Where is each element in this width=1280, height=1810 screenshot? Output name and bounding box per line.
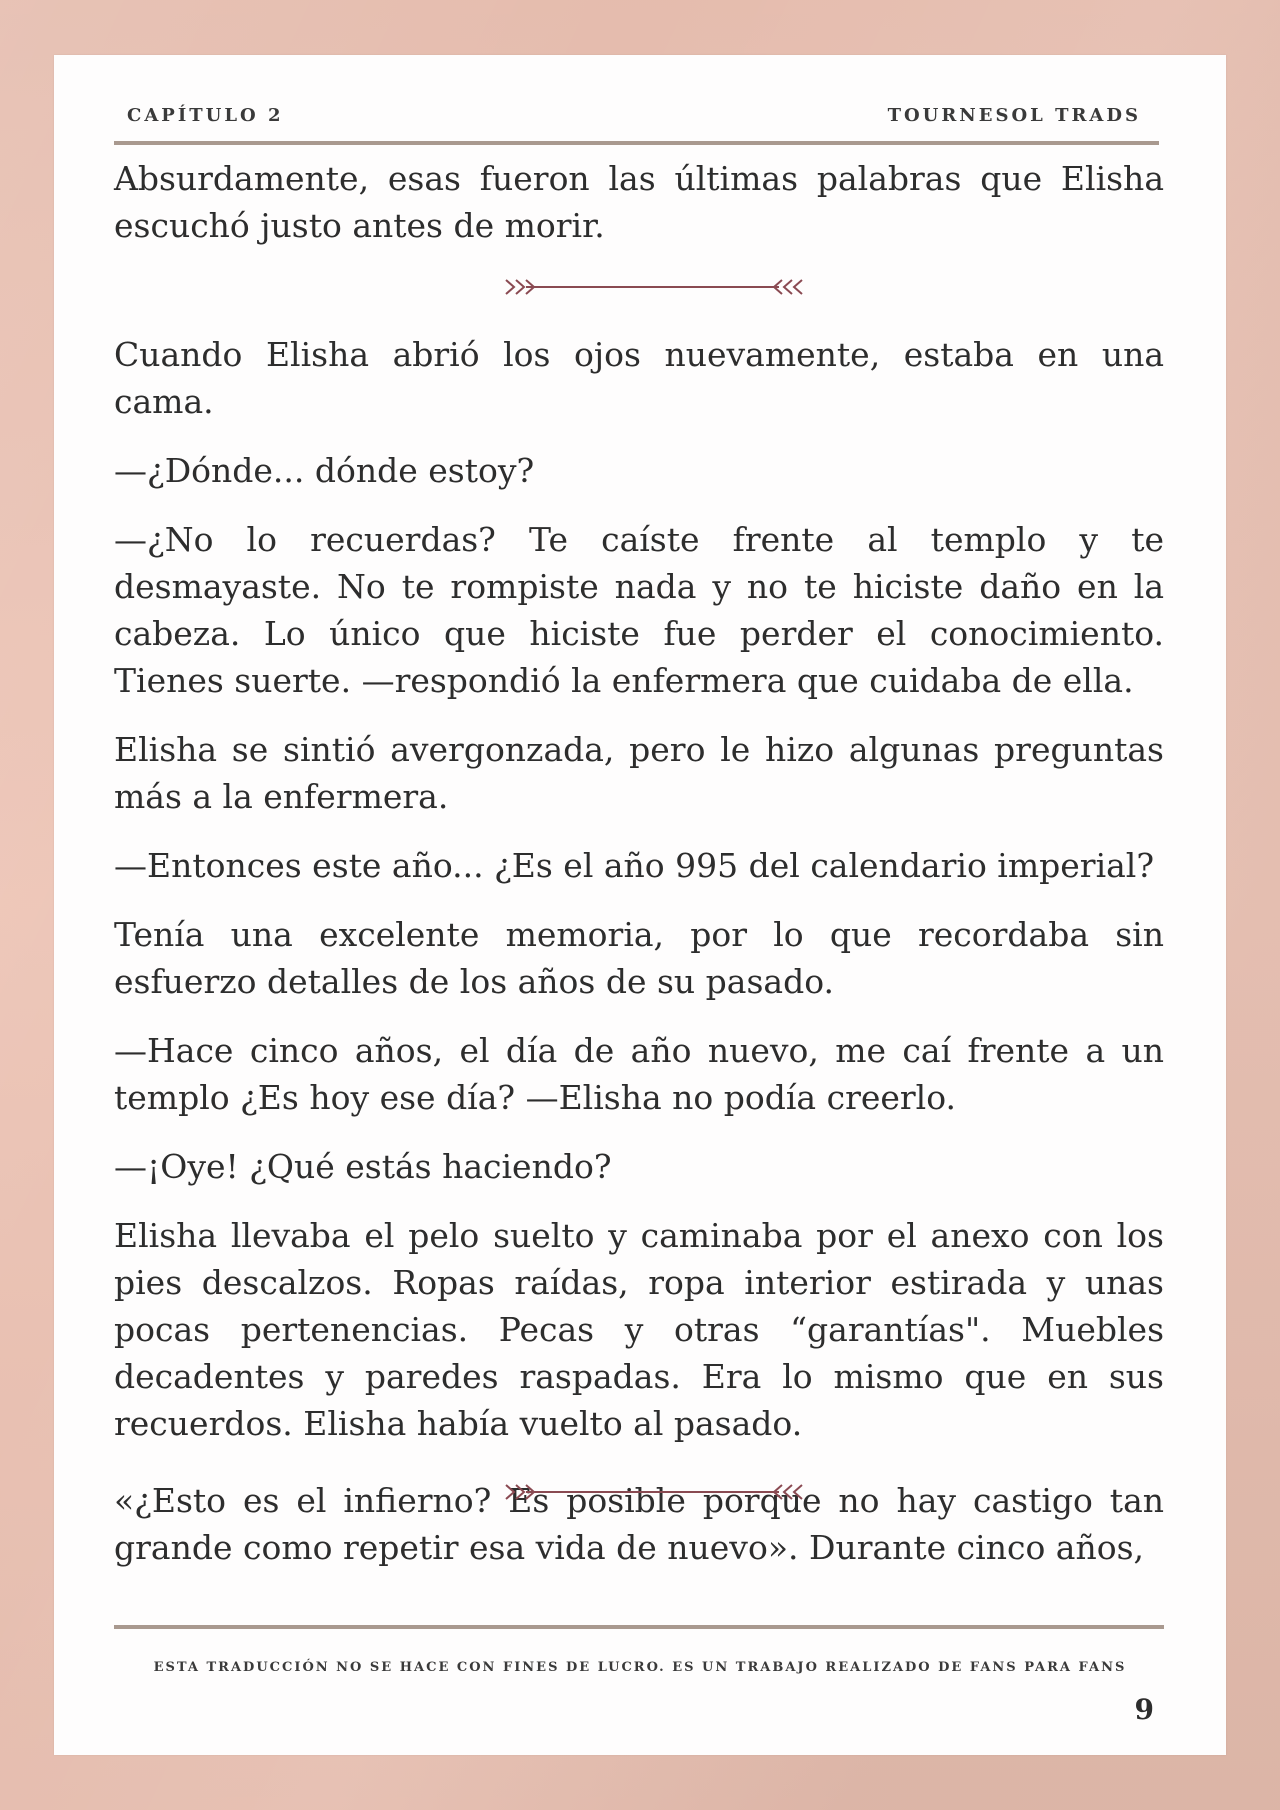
paragraph: «¿Esto es el infierno? Es posible porque no hay castigo tan grande como repetir esa vida de nuevo». Durante cinco años, — [114, 1481, 1164, 1567]
chapter-text — [114, 155, 1164, 1571]
paragraph: —Hace cinco años, el día de año nuevo, me caí frente a un templo ¿Es hoy ese día? —Elisha no podía creerlo. — [114, 1031, 1164, 1117]
footer-rule — [114, 1625, 1164, 1629]
footer-disclaimer: ESTA TRADUCCIÓN NO SE HACE CON FINES DE LUCRO. ES UN TRABAJO REALIZADO DE FANS PARA FANS — [153, 1660, 1127, 1675]
paragraph: —¿No lo recuerdas? Te caíste frente al templo y te desmayaste. No te rompiste nada y no te hiciste daño en la cabeza. Lo único que hiciste fue perder el conocimiento. Tienes suerte. —respondió la enfermera que cuidaba de ella. — [114, 520, 1164, 700]
arrow-divider-icon — [504, 1480, 804, 1504]
paragraph: —Entonces este año... ¿Es el año 995 del calendario imperial? — [114, 846, 1155, 885]
paragraph: —¿Dónde... dónde estoy? — [114, 451, 535, 490]
paragraph: Elisha llevaba el pelo suelto y caminaba por el anexo con los pies descalzos. Ropas raídas, ropa interior estirada y unas pocas pertenencias. Pecas y otras “garantías". Muebles decadentes y paredes raspadas. Era lo mismo que en sus recuerdos. Elisha había vuelto al pasado. — [114, 1216, 1164, 1443]
scene-divider-overlay — [504, 1480, 804, 1508]
arrow-divider-icon — [504, 275, 804, 299]
paragraph: —¡Oye! ¿Qué estás haciendo? — [114, 1147, 612, 1186]
page-number: 9 — [1134, 1693, 1154, 1726]
paragraph: Absurdamente, esas fueron las últimas palabras que Elisha escuchó justo antes de morir. — [114, 159, 1164, 245]
paragraph: Elisha se sintió avergonzada, pero le hizo algunas preguntas más a la enfermera. — [114, 730, 1164, 816]
translator-header: TOURNESOL TRADS — [887, 105, 1141, 126]
book-page — [54, 55, 1226, 1755]
chapter-header: CAPÍTULO 2 — [127, 105, 284, 126]
paragraph: Tenía una excelente memoria, por lo que recordaba sin esfuerzo detalles de los años de su pasado. — [114, 915, 1164, 1001]
scene-divider — [114, 267, 1164, 319]
header-rule — [114, 141, 1159, 145]
paragraph: Cuando Elisha abrió los ojos nuevamente, estaba en una cama. — [114, 335, 1164, 421]
